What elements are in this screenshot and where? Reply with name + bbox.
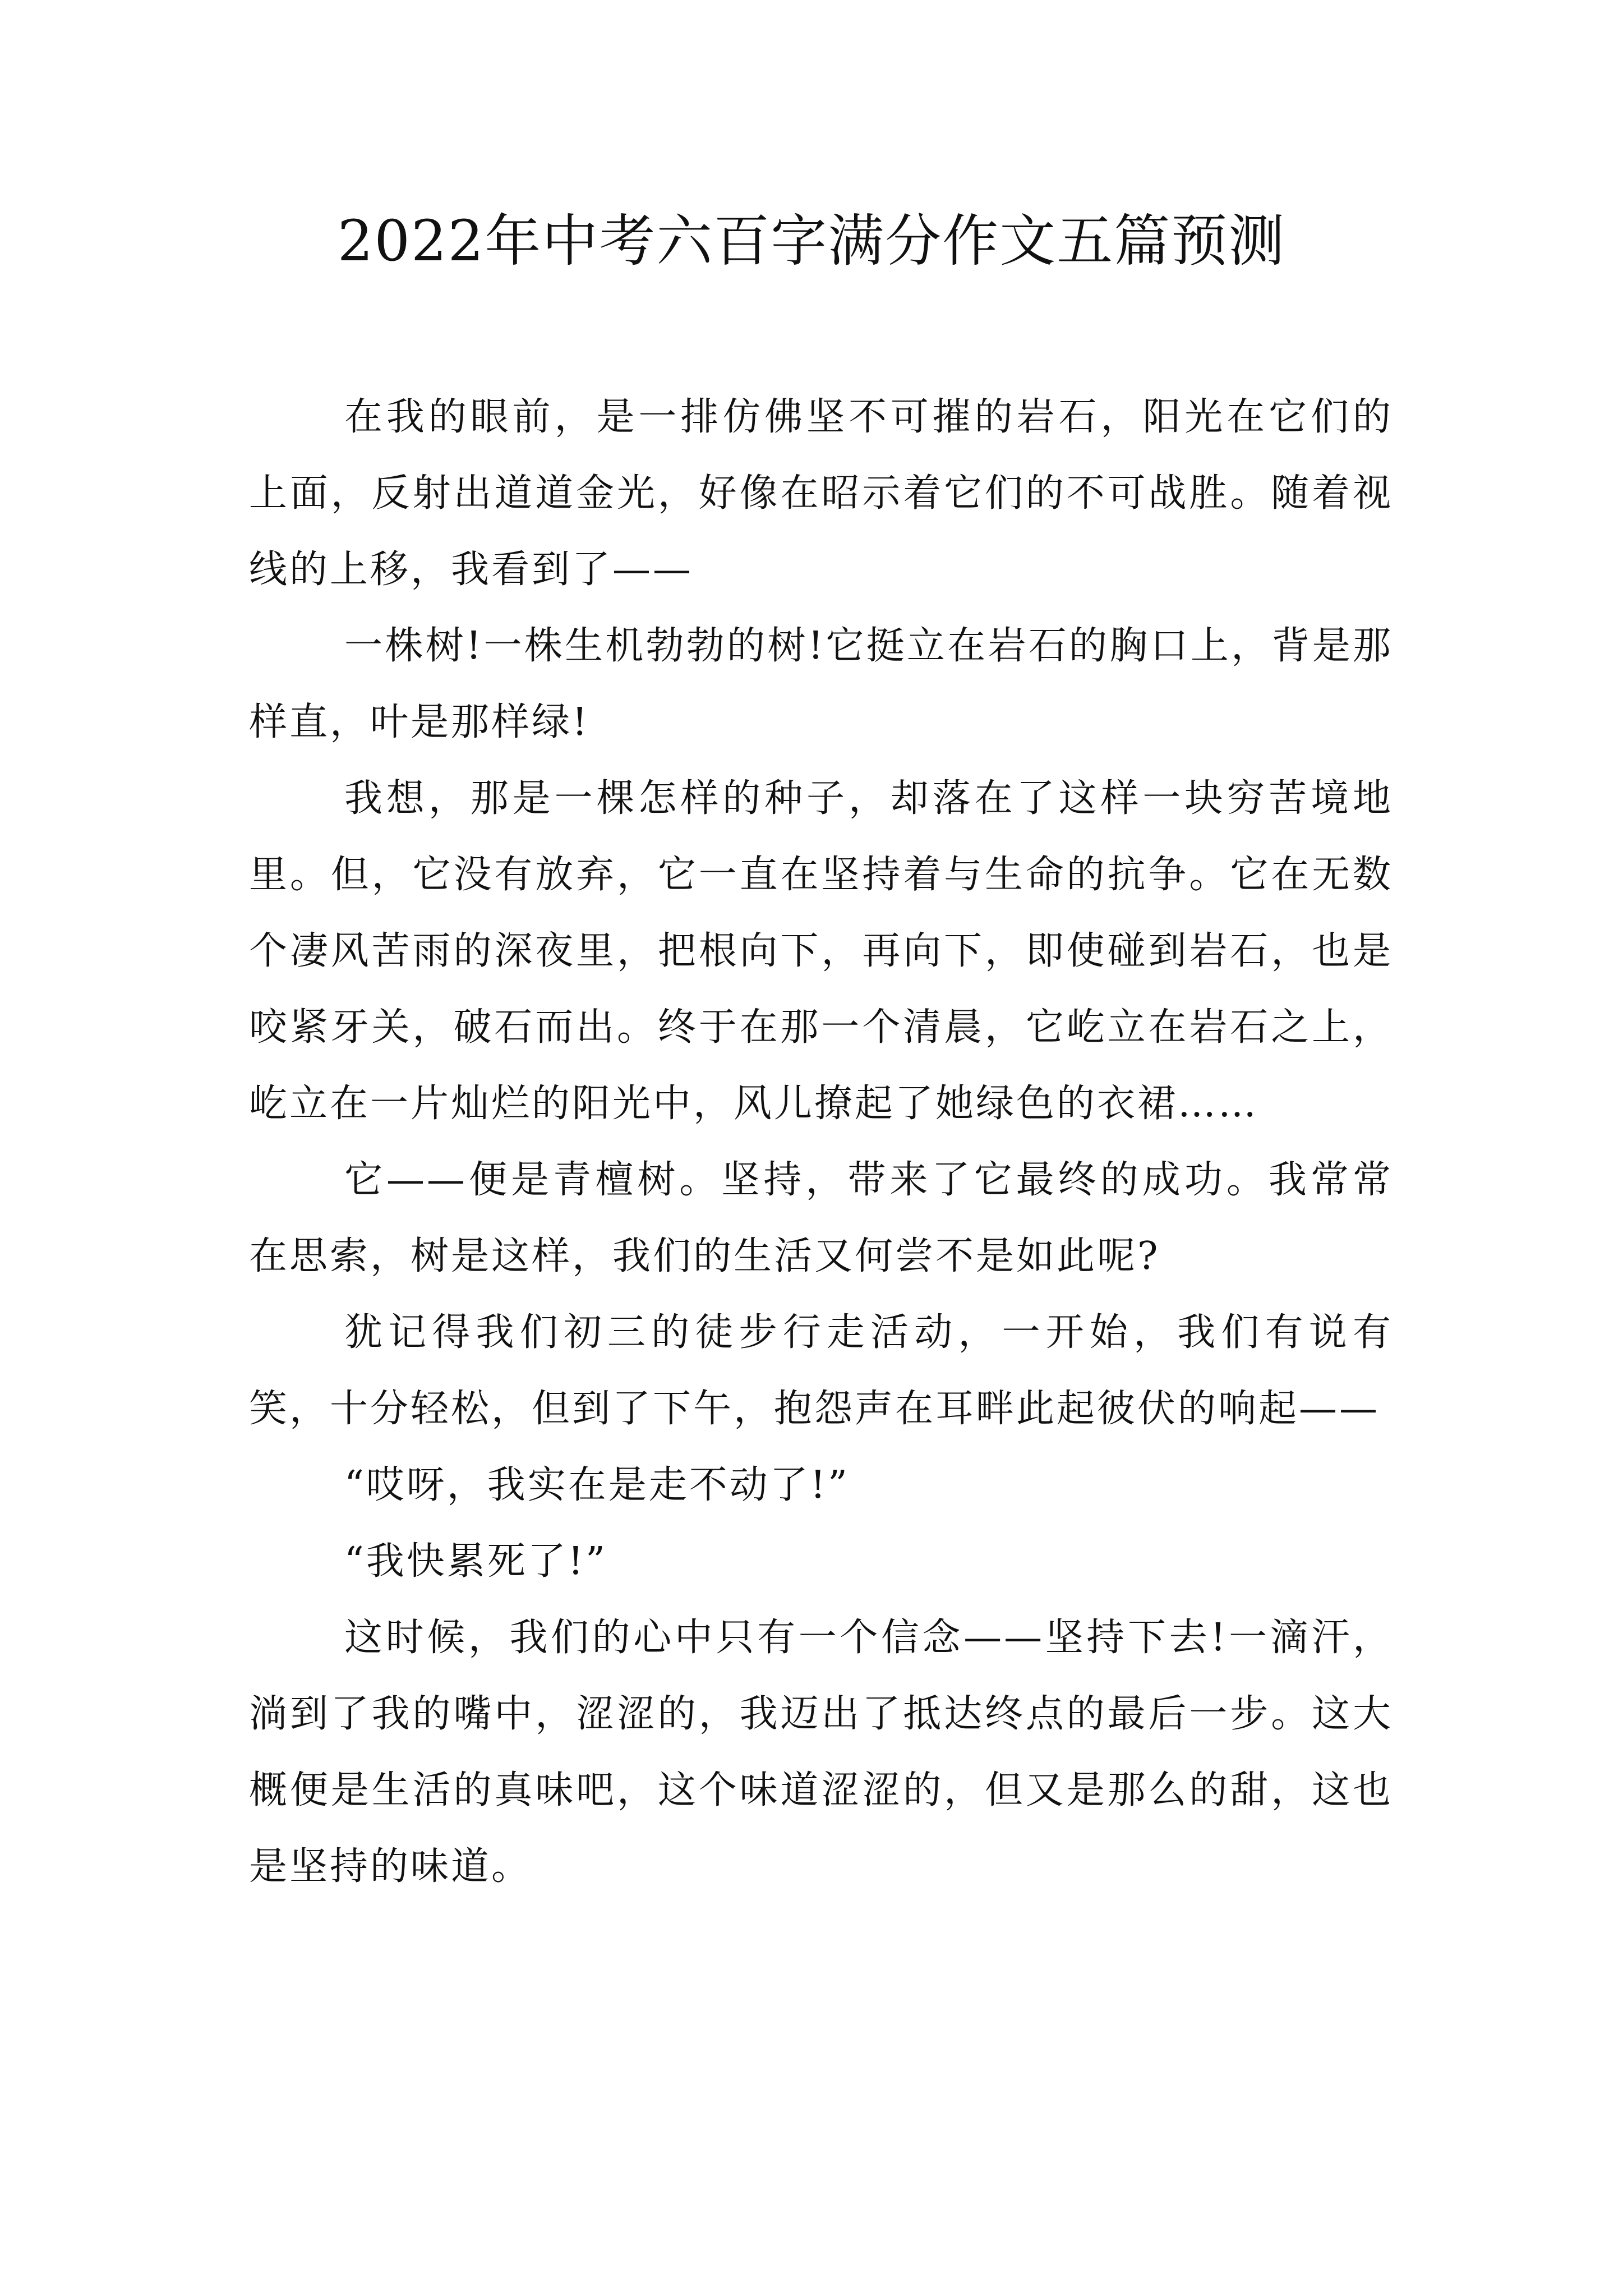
document-body — [249, 379, 1393, 1905]
paragraph: 犹记得我们初三的徒步行走活动，一开始，我们有说有笑，十分轻松，但到了下午，抱怨声在耳畔此起彼伏的响起—— — [249, 1310, 1393, 1431]
paragraph: “我快累死了!” — [344, 1539, 607, 1584]
paragraph: 一株树!一株生机勃勃的树!它挺立在岩石的胸口上，背是那样直，叶是那样绿! — [249, 624, 1393, 744]
document-title: 2022年中考六百字满分作文五篇预测 — [337, 208, 1286, 274]
paragraph: 它——便是青檀树。坚持，带来了它最终的成功。我常常在思索，树是这样，我们的生活又何尝不是如此呢? — [249, 1158, 1393, 1278]
paragraph: 这时候，我们的心中只有一个信念——坚持下去!一滴汗，淌到了我的嘴中，涩涩的，我迈出了抵达终点的最后一步。这大概便是生活的真味吧，这个味道涩涩的，但又是那么的甜，这也是坚持的味道。 — [249, 1616, 1393, 1889]
paragraph: 我想，那是一棵怎样的种子，却落在了这样一块穷苦境地里。但，它没有放弃，它一直在坚持着与生命的抗争。它在无数个凄风苦雨的深夜里，把根向下，再向下，即使碰到岩石，也是咬紧牙关，破石而出。终于在那一个清晨，它屹立在岩石之上，屹立在一片灿烂的阳光中，风儿撩起了她绿色的衣裙…… — [249, 776, 1393, 1126]
paragraph: 在我的眼前，是一排仿佛坚不可摧的岩石，阳光在它们的上面，反射出道道金光，好像在昭示着它们的不可战胜。随着视线的上移，我看到了—— — [249, 395, 1393, 592]
paragraph: “哎呀，我实在是走不动了!” — [344, 1463, 850, 1507]
